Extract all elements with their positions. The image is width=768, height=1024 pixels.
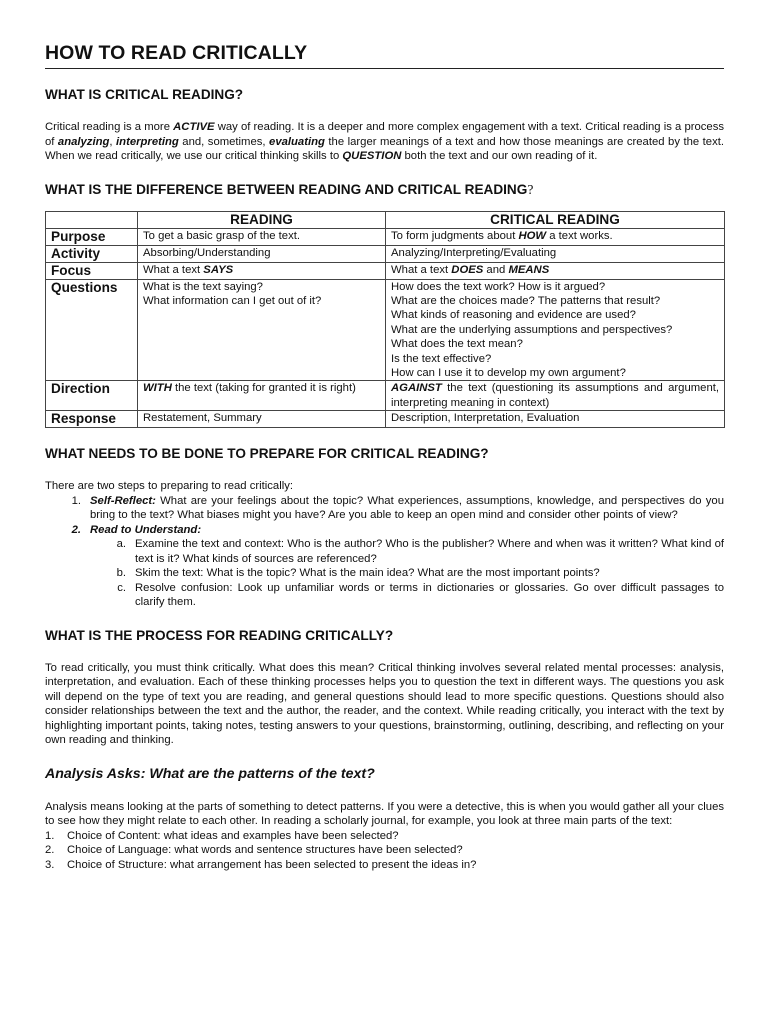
row-label: Purpose (46, 228, 138, 245)
sub-list-item (90, 581, 724, 610)
row-label: Focus (46, 262, 138, 279)
emphasis-with: WITH (143, 382, 172, 395)
reading-cell (138, 381, 386, 411)
table-header-row (46, 211, 725, 228)
emphasis-interpreting: interpreting (116, 135, 179, 148)
critical-reading-definition (45, 120, 724, 164)
emphasis-question: QUESTION (342, 150, 402, 162)
heading-what-is-critical-reading: WHAT IS CRITICAL READING? (45, 87, 244, 102)
text-run: the text (taking for granted it is right) (171, 382, 356, 395)
heading-prepare: WHAT NEEDS TO BE DONE TO PREPARE FOR CRITICAL READING? (45, 446, 489, 462)
document-page (45, 42, 724, 872)
text-run: the text (questioning its assumptions and argument, interpreting meaning in context) (391, 382, 719, 409)
prepare-intro: There are two steps to preparing to read critically: (45, 480, 294, 493)
item-text: Choice of Content: what ideas and examples have been selected? (67, 829, 399, 842)
item-number: 1. (45, 829, 55, 842)
text-run: the larger meanings of a text and how those meanings are created by the text. When we read critically, we use our critical thinking skills to (45, 135, 725, 162)
question-line: Is the text effective? (391, 352, 492, 365)
analysis-list (45, 829, 724, 873)
text-run: and (483, 263, 509, 276)
critical-cell (386, 279, 725, 381)
emphasis-how: HOW (518, 229, 547, 242)
question-line: What kinds of reasoning and evidence are used? (391, 309, 636, 322)
text-run: What a text (391, 263, 452, 276)
text-run: and, sometimes, (178, 135, 270, 148)
table-row-purpose (46, 228, 725, 245)
emphasis-means: MEANS (508, 263, 550, 276)
item-text: Resolve confusion: Look up unfamiliar words or terms in dictionaries or glossaries. Go over difficult passages to clarify them. (135, 581, 724, 609)
text-run: both the text and our own reading of it. (401, 150, 598, 162)
prepare-steps (45, 494, 724, 610)
row-label: Activity (46, 245, 138, 262)
item-number: 2. (71, 523, 81, 536)
sub-list-item (90, 537, 724, 566)
question-line: What is the text saying? (143, 280, 263, 293)
list-item (45, 829, 724, 844)
text-run: What are your feelings about the topic? What experiences, assumptions, knowledge, and perspectives do you bring to the text? What biases might you have? Are you able to keep an open mind and consider other points of view? (90, 494, 724, 522)
item-text: Choice of Structure: what arrangement has been selected to present the ideas in? (67, 858, 477, 871)
text-run: What a text (143, 263, 204, 276)
list-item (45, 858, 724, 873)
text-run: Critical reading is a more (45, 121, 174, 133)
table-row-response (46, 411, 725, 428)
reading-cell: To get a basic grasp of the text. (138, 228, 386, 245)
item-letter: c. (117, 581, 126, 594)
list-item (45, 843, 724, 858)
text-run: To form judgments about (391, 229, 519, 242)
comparison-table (45, 211, 725, 429)
header-critical-reading: CRITICAL READING (386, 211, 725, 228)
header-empty-cell (46, 211, 138, 228)
item-text (90, 494, 724, 523)
process-paragraph: To read critically, you must think critically. What does this mean? Critical thinking involves several related mental processes: analysis, interpretation, and evaluation. Each of these thinking processes helps you to question the text in different ways. The questions you ask will depend on the type of text you are reading, and general questions should lead to more specific questions. Questions should also consider relationships between the text and the author, the reader, and the context. While reading critically, you interact with the text by highlighting important points, taking notes, testing answers to your questions, brainstorming, outlining, describing, and reflecting on your own reading and thinking. (45, 661, 724, 747)
item-number: 2. (45, 844, 55, 857)
heading-analysis: Analysis Asks: What are the patterns of the text? (45, 765, 375, 782)
heading-process: WHAT IS THE PROCESS FOR READING CRITICALLY? (45, 627, 394, 643)
item-letter: b. (116, 567, 126, 580)
item-text: Choice of Language: what words and sentence structures have been selected? (67, 844, 463, 857)
emphasis-against: AGAINST (391, 382, 442, 395)
text-run: , (109, 135, 117, 148)
question-line: What information can I get out of it? (143, 294, 322, 307)
reading-cell (138, 279, 386, 381)
table-row-activity (46, 245, 725, 262)
page-title: HOW TO READ CRITICALLY (45, 42, 724, 69)
list-item (45, 523, 724, 538)
emphasis-active: ACTIVE (173, 121, 215, 133)
critical-cell: Analyzing/Interpreting/Evaluating (386, 245, 725, 262)
table-row-focus (46, 262, 725, 279)
heading-question-mark: ? (527, 181, 534, 197)
question-line: How does the text work? How is it argued? (391, 280, 606, 293)
emphasis-analyzing: analyzing (57, 135, 110, 148)
question-line: What are the underlying assumptions and perspectives? (391, 323, 673, 336)
question-line: How can I use it to develop my own argument? (391, 366, 626, 379)
critical-cell (386, 262, 725, 279)
emphasis-evaluating: evaluating (269, 135, 325, 148)
question-line: What are the choices made? The patterns that result? (391, 294, 661, 307)
text-run: way of reading. It is a deeper and more complex engagement with a text. Critical reading is a process of (45, 121, 725, 148)
analysis-paragraph: Analysis means looking at the parts of something to detect patterns. If you were a detective, this is when you would gather all your clues to see how they might relate to each other. In reading a scholarly journal, for example, you look at three main parts of the text: (45, 800, 724, 828)
critical-cell (386, 228, 725, 245)
row-label: Questions (46, 279, 138, 381)
row-label: Direction (46, 381, 138, 411)
emphasis-does: DOES (451, 263, 484, 276)
critical-cell: Description, Interpretation, Evaluation (386, 411, 725, 428)
text-run: a text works. (546, 229, 613, 242)
emphasis-says: SAYS (203, 263, 234, 276)
question-line: What does the text mean? (391, 338, 523, 351)
heading-difference (45, 182, 724, 198)
reading-cell: Restatement, Summary (138, 411, 386, 428)
item-text: Examine the text and context: Who is the author? Who is the publisher? Where and when was it written? What kind of text is it? What kinds of sources are referenced? (135, 538, 724, 565)
table-row-direction (46, 381, 725, 411)
header-reading: READING (138, 211, 386, 228)
item-letter: a. (116, 538, 126, 551)
heading-text: WHAT IS THE DIFFERENCE BETWEEN READING AND CRITICAL READING (45, 181, 528, 197)
item-lead: Self-Reflect: (90, 494, 156, 507)
table-row-questions (46, 279, 725, 381)
row-label: Response (46, 411, 138, 428)
item-text: Skim the text: What is the topic? What is the main idea? What are the most important points? (135, 567, 600, 580)
reading-cell: Absorbing/Understanding (138, 245, 386, 262)
item-number: 3. (45, 858, 55, 871)
reading-cell (138, 262, 386, 279)
critical-cell (386, 381, 725, 411)
list-item (45, 494, 724, 523)
sub-list-item (90, 566, 724, 581)
item-number: 1. (71, 494, 81, 507)
item-lead: Read to Understand: (90, 523, 202, 536)
